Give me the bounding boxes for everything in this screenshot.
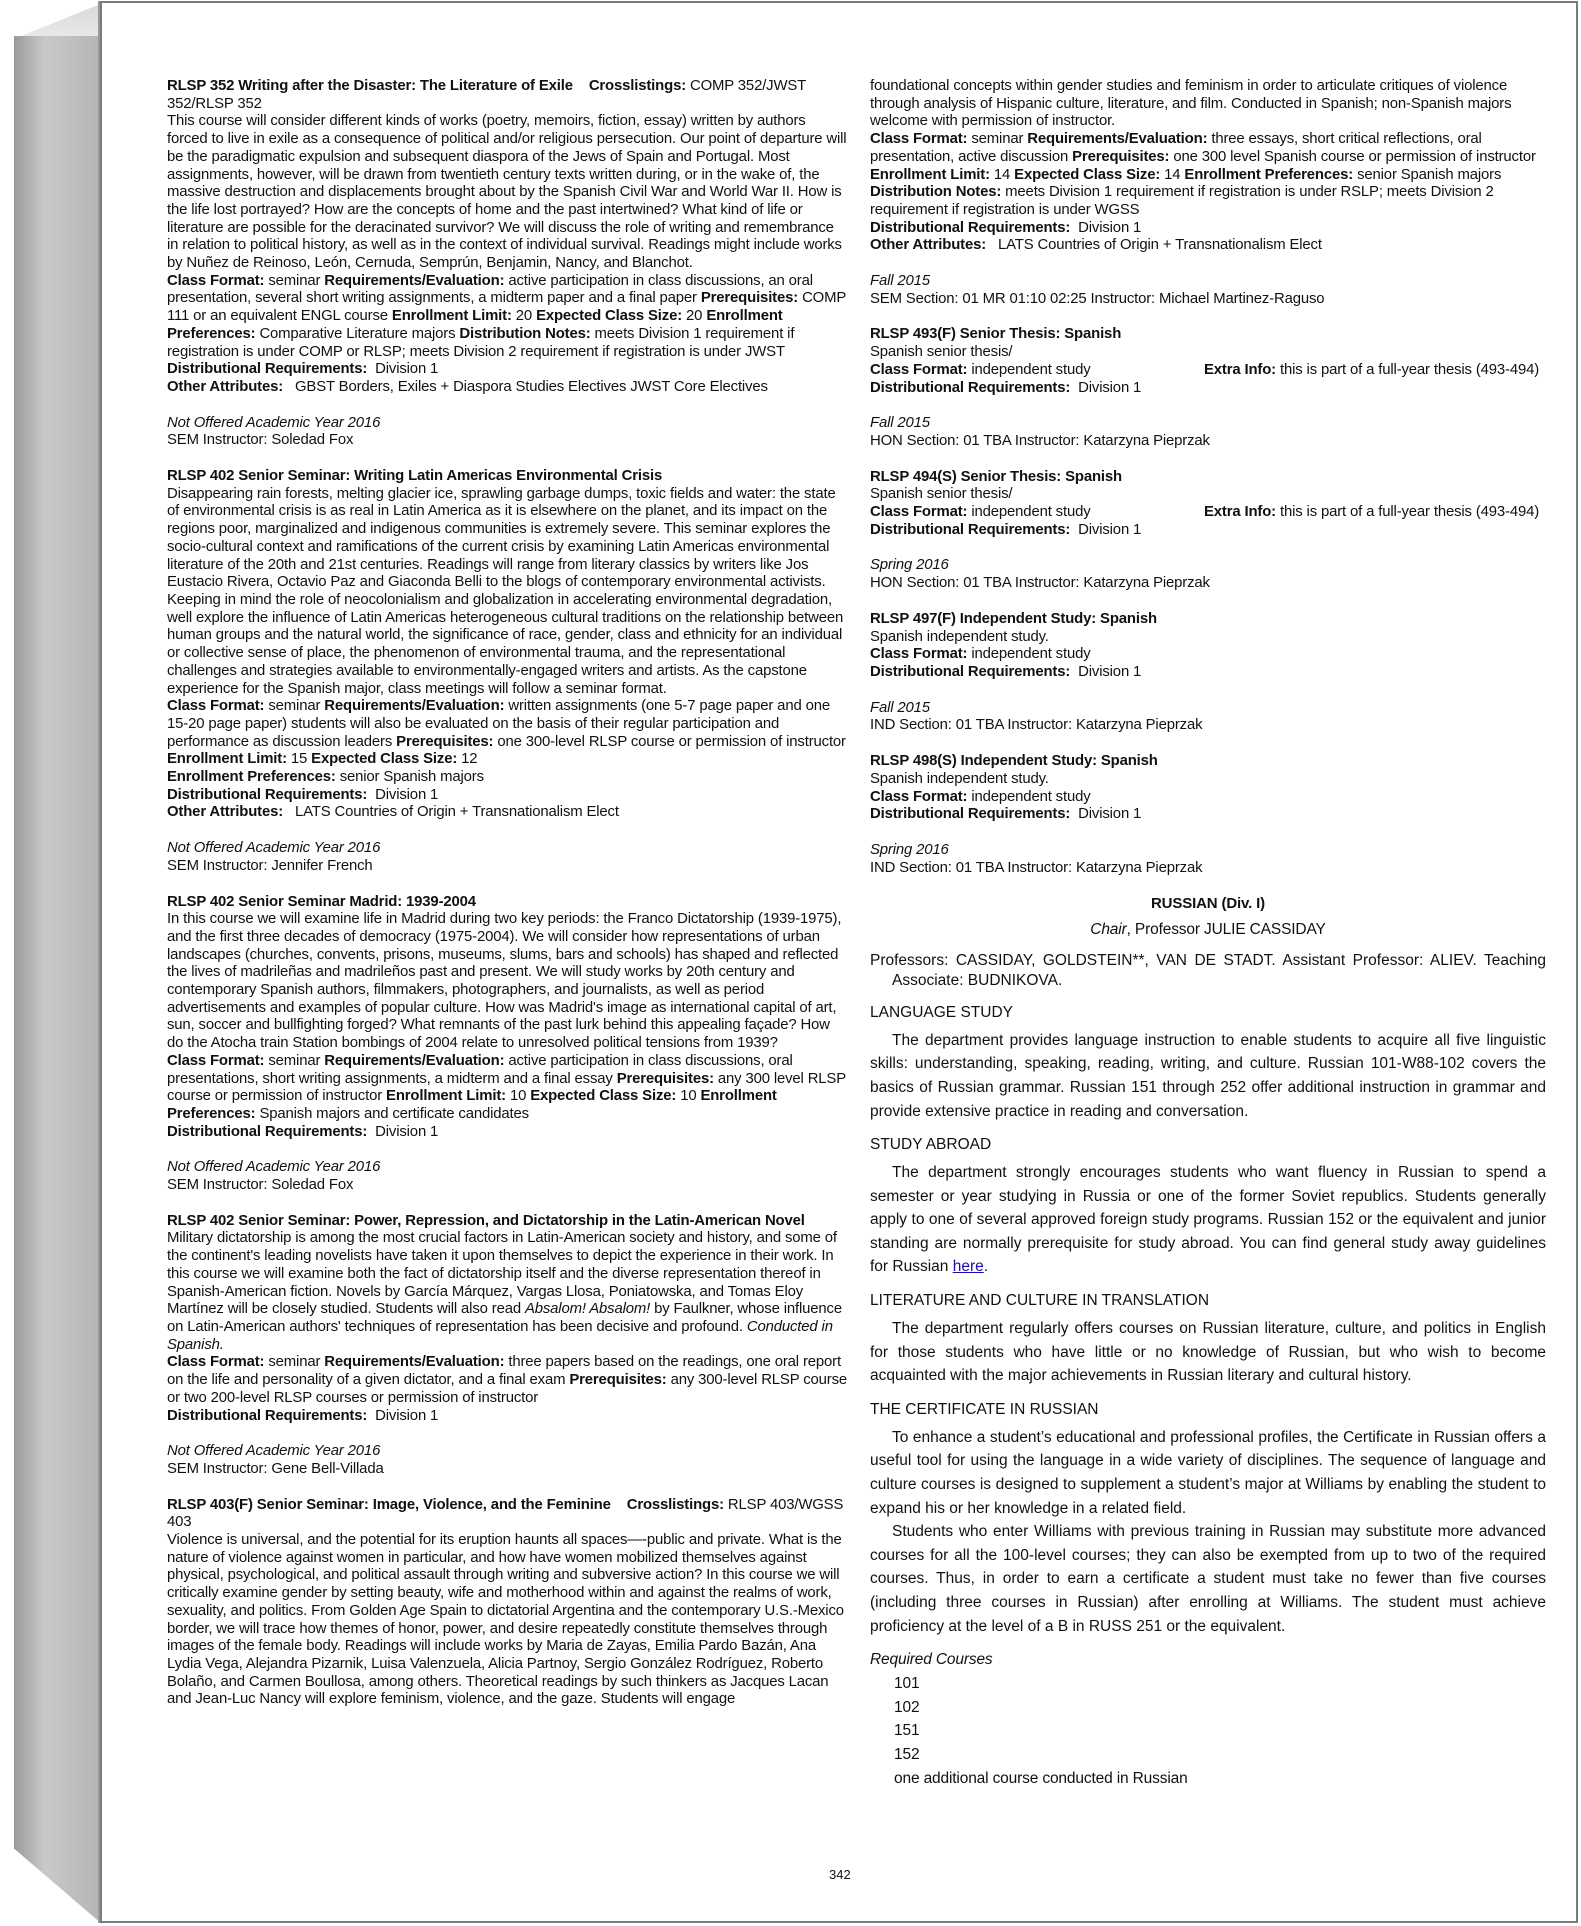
course-details: Class Format: independent study Extra Info: this is part of a full-year thesis (493-494) xyxy=(870,504,1540,521)
crosslistings-value: RLSP 403/WGSS 403 xyxy=(167,1496,844,1531)
crosslistings-value: COMP 352/JWST 352/RLSP 352 xyxy=(167,78,806,112)
course-continuation xyxy=(870,78,1546,308)
russian-section xyxy=(870,895,1546,1790)
course-title: RLSP 498(S) Independent Study: Spanish xyxy=(870,753,1158,770)
offering-term: Not Offered Academic Year 2016 xyxy=(167,1443,381,1460)
offering-info xyxy=(167,1443,847,1478)
list-item: 101 xyxy=(894,1675,920,1693)
offering-term: Not Offered Academic Year 2016 xyxy=(167,414,381,431)
paragraph: The department regularly offers courses on Russian literature, culture, and politics in English for those students who have little or no knowledge of Russian, but who wish to become acquainted with the major achievements in Russian literary and cultural history. xyxy=(870,1320,1546,1385)
subsection-heading: THE CERTIFICATE IN RUSSIAN xyxy=(870,1400,1099,1418)
offering-instructor: SEM Instructor: Jennifer French xyxy=(167,857,373,874)
offering-info xyxy=(870,273,1546,308)
offering-term: Spring 2016 xyxy=(870,841,949,858)
course-details: Class Format: seminar Requirements/Evaluation: written assignments (one 5-7 page paper and one 15-20 page paper) students will also be evaluated on the basis of their regular participation and performance as discussion leaders Prerequisites: one 300-level RLSP course or permission of instructor Enrollment Limit: 15 Expected Class Size: 12 xyxy=(167,698,846,768)
course-title: RLSP 352 Writing after the Disaster: The Literature of Exile xyxy=(167,78,573,94)
course-description: Disappearing rain forests, melting glacier ice, sprawling garbage dumps, toxic fields and water: the state of environmental crisis is as real in Latin America as it is elsewhere on the planet, and its impact on the regions poor, marginalized and indigenous communities is extremely severe. This seminar explores the socio-cultural context and ramifications of the current crisis by examining Latin Americas environmental literature of the 20th and 21st centuries. Readings will range from literary classics by writers like Jos Eustacio Rivera, Octavio Paz and Giaconda Belli to the blogs of contemporary environmental activists. Keeping in mind the role of neocolonialism and globalization in accelerating environmental degradation, well explore the influence of Latin Americas heterogeneous cultural traditions on the relationship between human groups and the natural world, the significance of race, gender, class and ethnicity for an individual or collective sense of place, the phenomenon of environmental trauma, and the representational challenges and strategies available to environmentally-engaged writers and artists. As the capstone experience for the Spanish major, class meetings will follow a seminar format. xyxy=(167,485,844,697)
course-entry xyxy=(870,469,1546,593)
faculty-list: Professors: CASSIDAY, GOLDSTEIN**, VAN DE STADT. Assistant Professor: ALIEV. Teaching Associate: BUDNIKOVA. xyxy=(870,951,1546,989)
offering-term: Fall 2015 xyxy=(870,415,930,432)
paragraph: To enhance a student’s educational and professional profiles, the Certificate in Russian offers a useful tool for using the language in a wide variety of disciplines. The sequence of language and culture courses is designed to supplement a student’s major at Williams by enabling the student to expand his or her knowledge in a related field. xyxy=(870,1428,1546,1517)
course-details: Class Format: seminar Requirements/Evaluation: three essays, short critical reflections, oral presentation, active discussion Prerequisites: one 300 level Spanish course or permission of instructor Enrollment Limit: 14 Expected Class Size: 14 Enrollment Preferences: senior Spanish majors Distribution Notes: meets Division 1 requirement if registration is under RSLP; meets Division 2 requirement if registration is under WGSS xyxy=(870,131,1536,218)
course-entry xyxy=(870,326,1546,450)
list-item: 151 xyxy=(894,1722,920,1740)
course-entry xyxy=(167,468,847,875)
course-details: Class Format: independent study Extra Info: this is part of a full-year thesis (493-494) xyxy=(870,361,1540,378)
course-title: RLSP 402 Senior Seminar: Writing Latin Americas Environmental Crisis xyxy=(167,468,663,485)
offering-info xyxy=(167,840,847,875)
crosslistings-label: Crosslistings: xyxy=(588,78,687,94)
left-column xyxy=(167,78,847,1727)
distributional-requirements: Distributional Requirements: Division 1 xyxy=(167,1407,439,1424)
distributional-requirements: Distributional Requirements: Division 1 xyxy=(870,806,1142,823)
distributional-requirements: Distributional Requirements: Division 1 xyxy=(167,361,439,378)
offering-term: Spring 2016 xyxy=(870,557,949,574)
other-attributes: Other Attributes: GBST Borders, Exiles + Diaspora Studies Electives JWST Core Electives xyxy=(167,378,768,395)
paragraph: The department provides language instruction to enable students to acquire all five linguistic skills: understanding, speaking, reading, writing, and culture. Russian 101-W88-102 covers the basics of Russian grammar. Russian 151 through 252 offer additional instruction in grammar and provide extensive practice in reading and conversation. xyxy=(870,1031,1546,1120)
list-item: 152 xyxy=(894,1745,920,1763)
offering-info xyxy=(167,415,847,450)
course-description: Spanish independent study. xyxy=(870,770,1049,787)
course-description: Spanish independent study. xyxy=(870,628,1049,645)
offering-instructor: IND Section: 01 TBA Instructor: Katarzyna Pieprzak xyxy=(870,859,1203,876)
offering-instructor: HON Section: 01 TBA Instructor: Katarzyna Pieprzak xyxy=(870,432,1210,449)
offering-info xyxy=(870,842,1546,877)
course-details: Class Format: independent study xyxy=(870,646,1091,663)
other-attributes: Other Attributes: LATS Countries of Origin + Transnationalism Elect xyxy=(870,237,1322,254)
course-description: foundational concepts within gender studies and feminism in order to articulate critiques of violence through analysis of Hispanic culture, literature, and film. Conducted in Spanish; non-Spanish majors welcome with permission of instructor. xyxy=(870,78,1512,130)
distributional-requirements: Distributional Requirements: Division 1 xyxy=(167,786,439,803)
offering-instructor: SEM Instructor: Soledad Fox xyxy=(167,1177,354,1194)
offering-instructor: SEM Instructor: Gene Bell-Villada xyxy=(167,1460,384,1477)
course-title: RLSP 493(F) Senior Thesis: Spanish xyxy=(870,326,1122,343)
required-courses-heading: Required Courses xyxy=(870,1651,993,1669)
crosslistings-label: Crosslistings: xyxy=(626,1496,724,1513)
page-number: 342 xyxy=(829,1867,851,1882)
course-details: Class Format: seminar Requirements/Evaluation: active participation in class discussions, an oral presentation, several short writing assignments, a midterm paper and a final paper Prerequisites: COMP 111 or an equivalent ENGL course Enrollment Limit: 20 Expected Class Size: 20 Enrollment Preferences: Comparative Literature majors Distribution Notes: meets Division 1 requirement if registration is under COMP or RLSP; meets Division 2 requirement if registration is under JWST xyxy=(167,272,846,360)
course-title: RLSP 402 Senior Seminar Madrid: 1939-2004 xyxy=(167,893,476,910)
offering-term: Fall 2015 xyxy=(870,699,930,716)
paragraph: Students who enter Williams with previous training in Russian may substitute more advanced courses for all the 100-level courses; they can also be exempted from up to two of the required courses. Thus, in order to earn a certificate a student must take no fewer than five courses (including three courses in Russian) after enrolling at Williams. The student must achieve proficiency at the level of a B in RUSS 251 or the equivalent. xyxy=(870,1523,1546,1635)
course-details: Class Format: independent study xyxy=(870,788,1091,805)
other-attributes: Other Attributes: LATS Countries of Origin + Transnationalism Elect xyxy=(167,804,619,821)
course-title: RLSP 497(F) Independent Study: Spanish xyxy=(870,610,1157,627)
course-entry xyxy=(167,894,847,1195)
course-entry xyxy=(870,753,1546,877)
offering-instructor: SEM Instructor: Soledad Fox xyxy=(167,432,354,449)
course-entry xyxy=(167,78,847,450)
course-details: Class Format: seminar Requirements/Evaluation: active participation in class discussions, oral presentations, short writing assignments, a midterm and a final essay Prerequisites: any 300 level RLSP course or permission of instructor Enrollment Limit: 10 Expected Class Size: 10 Enrollment Preferences: Spanish majors and certificate candidates xyxy=(167,1052,846,1122)
offering-info xyxy=(870,415,1546,450)
subsection-heading: STUDY ABROAD xyxy=(870,1136,992,1154)
distributional-requirements: Distributional Requirements: Division 1 xyxy=(870,663,1142,680)
department-chair: Chair, Professor JULIE CASSIDAY xyxy=(1090,921,1326,939)
course-title: RLSP 402 Senior Seminar: Power, Repression, and Dictatorship in the Latin-American Novel xyxy=(167,1212,805,1229)
course-description: Violence is universal, and the potential for its eruption haunts all spaces—-public and private. What is the nature of violence against women in particular, and how have women mobilized themselves against physical, psychological, and political assault through writing and subversive action? In this course we will critically examine gender by setting beauty, wife and motherhood within and against the realms of work, sexuality, and politics. From Golden Age Spain to dictatorial Argentina and the contemporary U.S.-Mexico border, we will trace how themes of honor, power, and desire repeatedly constitute themselves through images of the female body. Readings will include works by Maria de Zayas, Emilia Pardo Bazán, Ana Lydia Vega, Alejandra Pizarnik, Luisa Valenzuela, Alicia Partnoy, Sergio González Rodríguez, Roberto Bolaño, and Carmen Boullosa, among others. Theoretical readings by such thinkers as Jacques Lacan and Jean-Luc Nancy will explore feminism, violence, and the gaze. Students will engage xyxy=(167,1532,844,1708)
distributional-requirements: Distributional Requirements: Division 1 xyxy=(870,379,1142,396)
offering-instructor: HON Section: 01 TBA Instructor: Katarzyna Pieprzak xyxy=(870,575,1210,592)
subsection-heading: LANGUAGE STUDY xyxy=(870,1003,1013,1021)
offering-term: Fall 2015 xyxy=(870,273,930,290)
course-description: This course will consider different kinds of works (poetry, memoirs, fiction, essay) written by authors forced to live in exile as a consequence of political and/or religious persecution. Our point of departure will be the paradigmatic expulsion and subsequent diaspora of the Jews of Spain and Portugal. Most assignments, however, will be drawn from twentieth century texts written during, or in the wake of, the massive destruction and displacements brought about by the Spanish Civil War and World War II. How is the life lost portrayed? How are the concepts of home and the past intertwined? What kind of life or literature are possible for the deracinated survivor? We will discuss the role of writing and remembrance in relation to political history, as well as in the context of individual survival. Readings might include works by Nuñez de Reinoso, León, Cernuda, Semprún, Benjamin, Nancy, and Blanchot. xyxy=(167,113,847,272)
course-title: RLSP 494(S) Senior Thesis: Spanish xyxy=(870,468,1122,485)
offering-term: Not Offered Academic Year 2016 xyxy=(167,1159,381,1176)
offering-term: Not Offered Academic Year 2016 xyxy=(167,840,381,857)
section-heading: RUSSIAN (Div. I) xyxy=(1151,895,1265,913)
subsection-heading: LITERATURE AND CULTURE IN TRANSLATION xyxy=(870,1292,1210,1310)
course-entry xyxy=(167,1213,847,1479)
course-description: Spanish senior thesis/ xyxy=(870,344,1013,361)
offering-info xyxy=(870,557,1546,592)
course-description: Military dictatorship is among the most crucial factors in Latin-American society and history, and some of the continent's leading novelists have taken it upon themselves to depict the experience in their work. In this course we will examine both the fact of dictatorship itself and the diverse representation thereof in Spanish-American fiction. Novels by García Márquez, Vargas Llosa, Poniatowska, and Tomas Eloy Martínez will be closely studied. Students will also read Absalom! Absalom! by Faulkner, whose influence on Latin-American authors' techniques of representation has been decisive and profound. Conducted in Spanish. xyxy=(167,1230,842,1353)
enrollment-preferences: Enrollment Preferences: senior Spanish majors xyxy=(167,769,484,786)
distributional-requirements: Distributional Requirements: Division 1 xyxy=(167,1123,439,1140)
offering-instructor: IND Section: 01 TBA Instructor: Katarzyna Pieprzak xyxy=(870,717,1203,734)
paragraph: The department strongly encourages students who want fluency in Russian to spend a semester or year studying in Russia or one of the former Soviet republics. Students generally apply to one of several approved foreign study programs. Russian 152 or the equivalent and junior standing are normally prerequisite for study abroad. You can find general study away guidelines for Russian here. xyxy=(870,1164,1546,1276)
required-courses-list xyxy=(870,1672,1546,1790)
list-item: one additional course conducted in Russian xyxy=(894,1769,1188,1787)
offering-info xyxy=(167,1159,847,1194)
distributional-requirements: Distributional Requirements: Division 1 xyxy=(870,521,1142,538)
course-description: Spanish senior thesis/ xyxy=(870,486,1013,503)
course-entry xyxy=(167,1497,847,1709)
distributional-requirements: Distributional Requirements: Division 1 xyxy=(870,219,1142,236)
course-description: In this course we will examine life in Madrid during two key periods: the Franco Dictatorship (1939-1975), and the first three decades of democracy (1975-2004). We will consider how representations of urban landscapes (churches, convents, prisons, museums, slums, bars and schools) has shaped and reflected the lives of madrileñas and madrileños past and present. We will study works by 20th century and contemporary Spanish authors, filmmakers, photographers, and journalists, as well as period advertisements and examples of popular culture. How was Madrid's image as international capital of art, sun, soccer and bullfighting forged? What remnants of the past lurk behind this appealing façade? How do the Atocha train Station bombings of 2004 relate to unresolved political tensions from 1939? xyxy=(167,911,842,1052)
course-title: RLSP 403(F) Senior Seminar: Image, Violence, and the Feminine xyxy=(167,1496,611,1513)
course-details: Class Format: seminar Requirements/Evaluation: three papers based on the readings, one oral report on the life and personality of a given dictator, and a final exam Prerequisites: any 300-level RLSP course or two 200-level RLSP courses or permission of instructor xyxy=(167,1354,847,1406)
right-column xyxy=(870,78,1546,1790)
list-item: 102 xyxy=(894,1698,920,1716)
offering-info xyxy=(870,700,1546,735)
book-spine xyxy=(14,36,102,1924)
study-away-link[interactable]: here xyxy=(952,1258,984,1276)
offering-instructor: SEM Section: 01 MR 01:10 02:25 Instructor: Michael Martinez-Raguso xyxy=(870,290,1325,307)
course-entry xyxy=(870,611,1546,735)
